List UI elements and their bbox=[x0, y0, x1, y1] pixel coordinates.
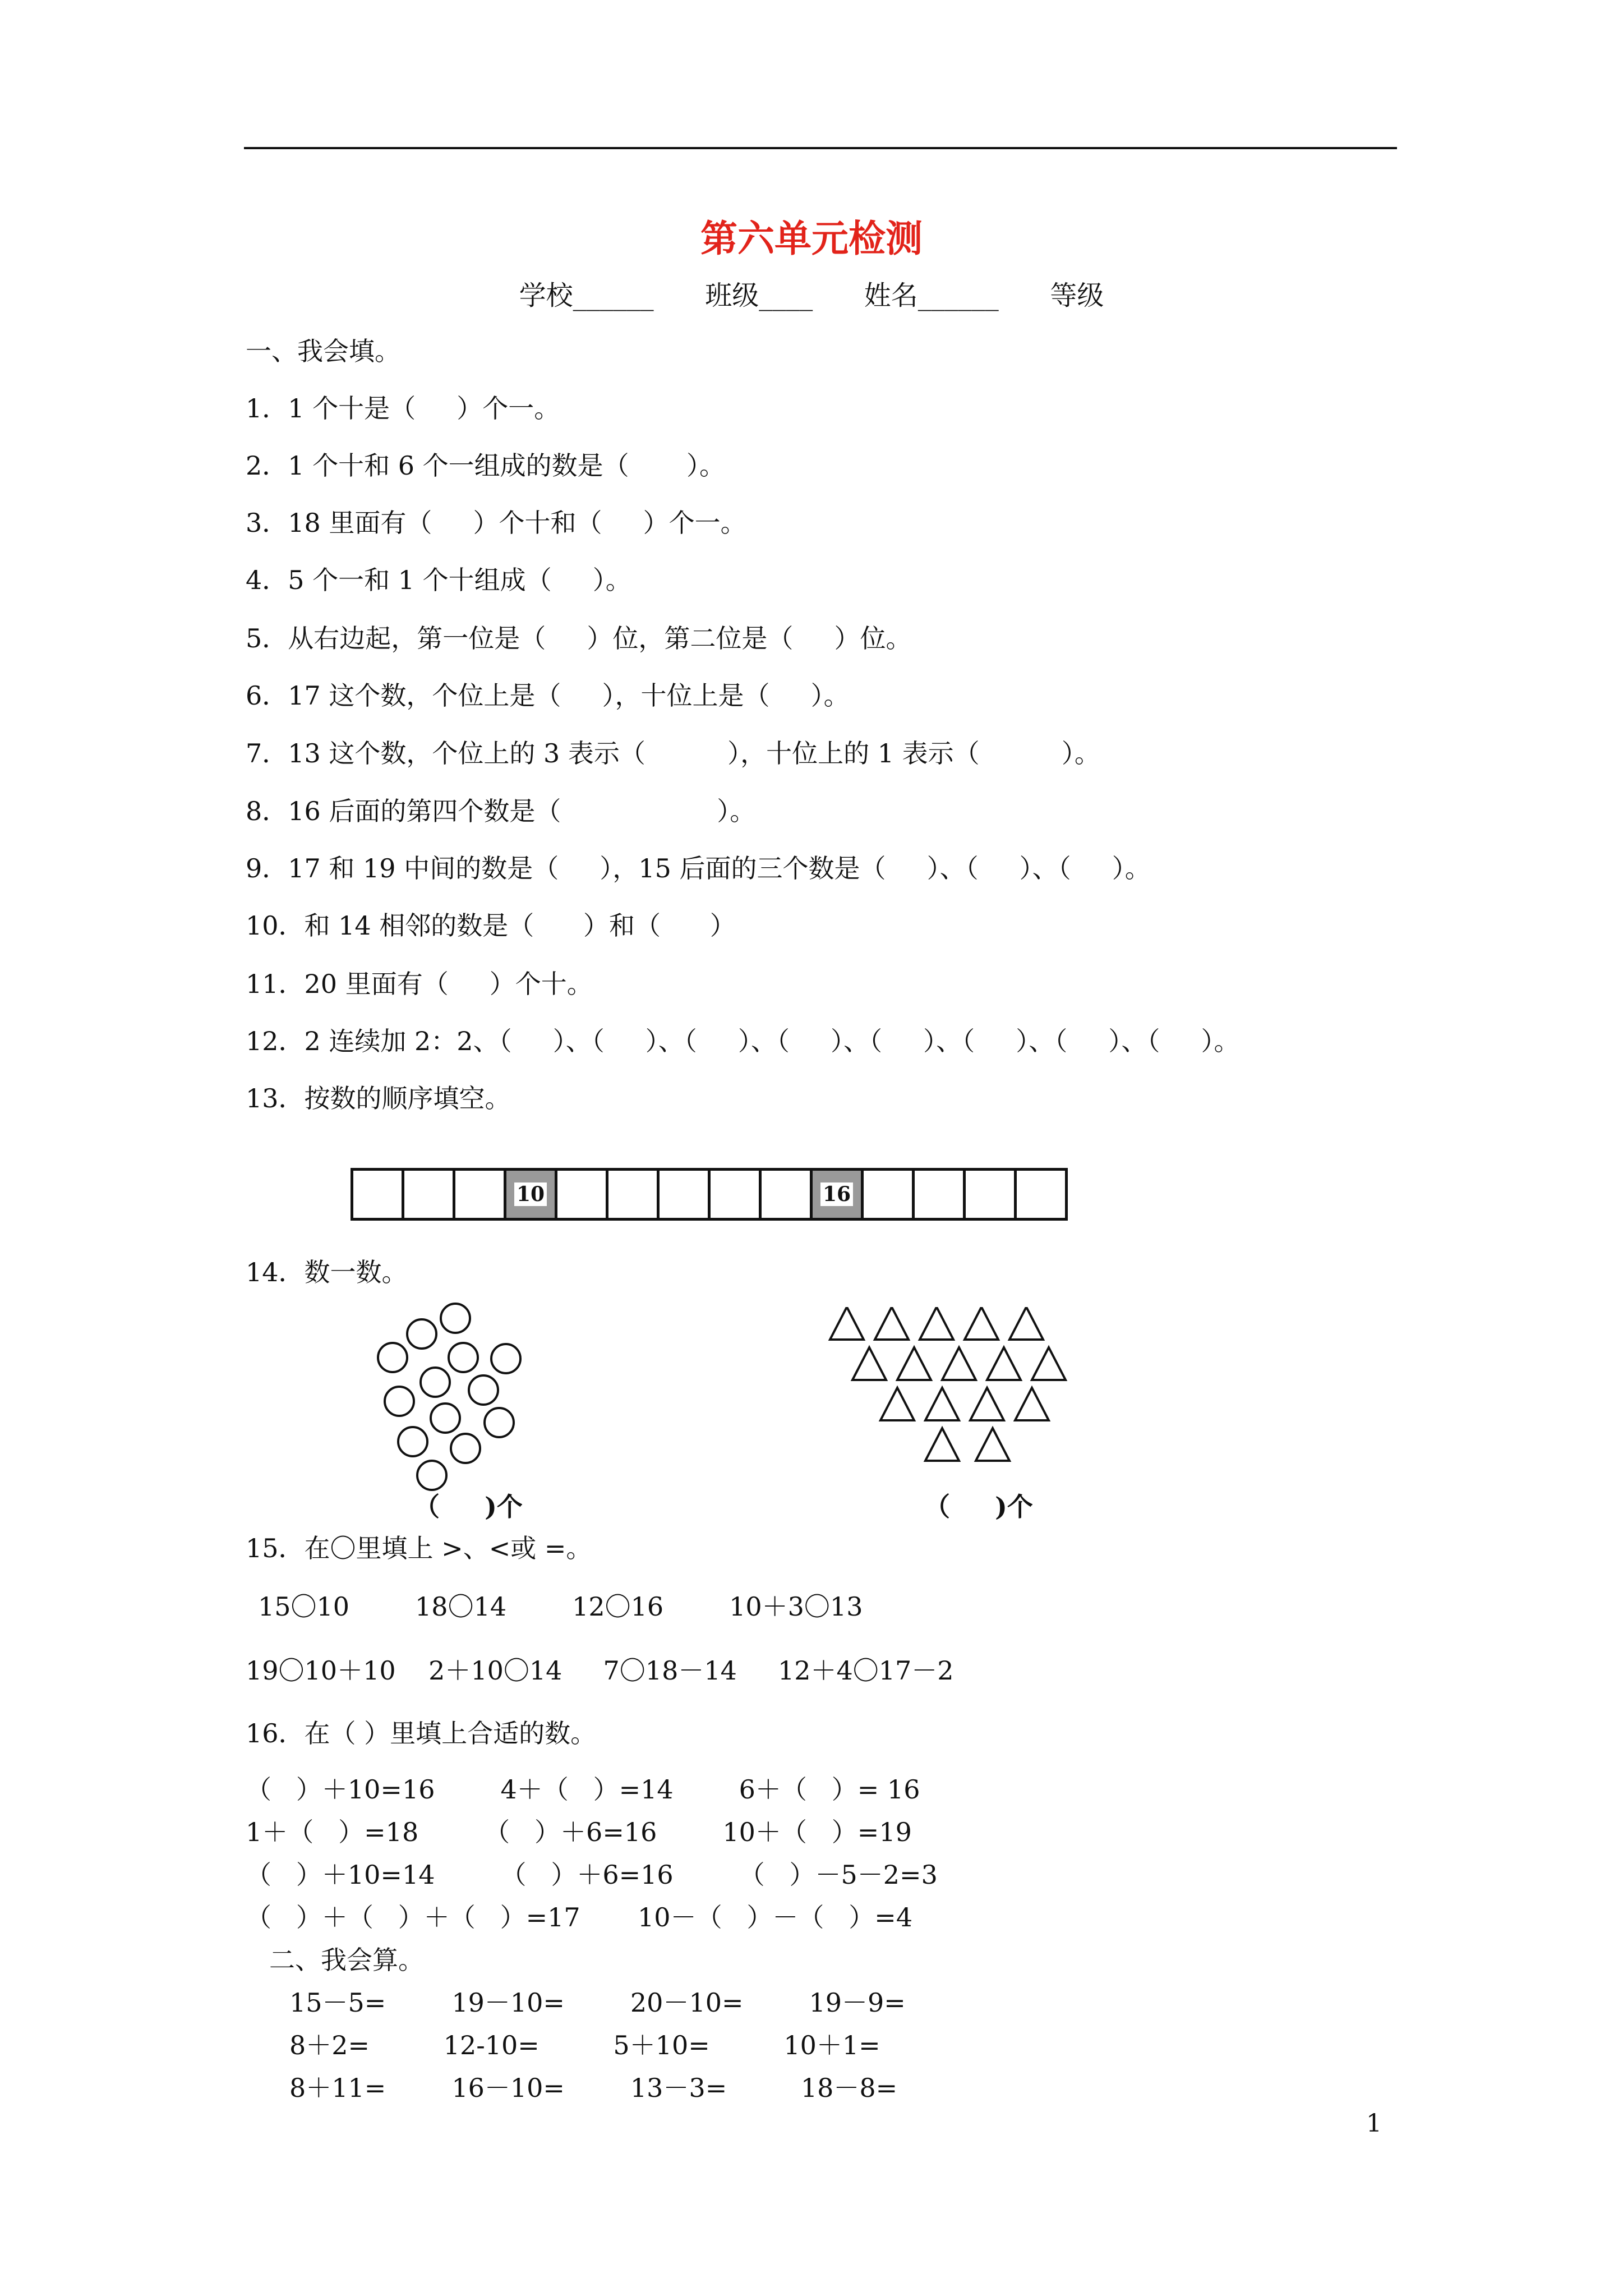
question-12: 12．2 连续加 2：2、（ ）、（ ）、（ ）、（ ）、（ ）、（ ）、（ ）、（ ）。 bbox=[246, 1026, 1240, 1056]
question-16: 16．在（ ）里填上合适的数。 bbox=[246, 1718, 597, 1749]
question-2: 2．1 个十和 6 个一组成的数是（ ）。 bbox=[246, 450, 726, 481]
section-title: 一、我会填。 bbox=[246, 336, 400, 366]
question-9: 9．17 和 19 中间的数是（ ），15 后面的三个数是（ ）、（ ）、（ ）。 bbox=[246, 853, 1151, 884]
number-sequence-grid bbox=[351, 1168, 1068, 1221]
grid-cell bbox=[608, 1171, 660, 1218]
page-title: 第六单元检测 bbox=[700, 217, 923, 260]
compare-row-2: 19〇10＋10 2＋10〇14 7〇18－14 12＋4〇17－2 bbox=[246, 1655, 954, 1686]
fill-row-3: （ ）＋10=14 （ ）＋6=16 （ ）－5－2=3 bbox=[246, 1860, 938, 1890]
question-15: 15．在〇里填上 >、<或 =。 bbox=[246, 1533, 592, 1563]
grid-cell bbox=[1017, 1171, 1065, 1218]
grid-cell-given: 16 bbox=[813, 1171, 864, 1218]
question-6: 6．17 这个数，个位上是（ ），十位上是（ ）。 bbox=[246, 680, 850, 711]
question-1: 1．1 个十是（ ）个一。 bbox=[246, 393, 560, 424]
question-7: 7．13 这个数，个位上的 3 表示（ ），十位上的 1 表示（ ）。 bbox=[246, 738, 1100, 769]
page-number: 1 bbox=[1366, 2109, 1382, 2138]
grid-cell bbox=[762, 1171, 813, 1218]
triangles-figure bbox=[824, 1307, 1082, 1475]
grid-cell bbox=[404, 1171, 455, 1218]
question-13: 13．按数的顺序填空。 bbox=[246, 1083, 511, 1114]
calc-row-1: 15－5= 19－10= 20－10= 19－9= bbox=[289, 1987, 906, 2018]
question-5: 5．从右边起，第一位是（ ）位，第二位是（ ）位。 bbox=[246, 623, 912, 654]
grid-cell bbox=[455, 1171, 506, 1218]
circles-answer: （ )个 bbox=[414, 1492, 523, 1522]
fill-row-1: （ ）＋10=16 4＋（ ）=14 6＋（ ）= 16 bbox=[246, 1774, 920, 1805]
question-3: 3．18 里面有（ ）个十和（ ）个一。 bbox=[246, 508, 746, 538]
triangles-answer: （ )个 bbox=[924, 1492, 1033, 1522]
grid-cell bbox=[864, 1171, 915, 1218]
calc-row-3: 8＋11= 16－10= 13－3= 18－8= bbox=[289, 2073, 898, 2103]
question-4: 4．5 个一和 1 个十组成（ ）。 bbox=[246, 565, 631, 595]
grid-cell-given: 10 bbox=[506, 1171, 557, 1218]
grid-cell bbox=[660, 1171, 711, 1218]
grid-cell bbox=[915, 1171, 966, 1218]
compare-row-1: 15〇10 18〇14 12〇16 10＋3〇13 bbox=[258, 1591, 863, 1622]
header-rule bbox=[244, 147, 1397, 149]
section-title: 二、我会算。 bbox=[269, 1945, 424, 1975]
grid-cell bbox=[353, 1171, 404, 1218]
grid-cell bbox=[711, 1171, 762, 1218]
calc-row-2: 8＋2= 12-10= 5＋10= 10＋1= bbox=[289, 2030, 880, 2060]
question-8: 8．16 后面的第四个数是（ ）。 bbox=[246, 796, 756, 826]
fill-row-4: （ ）＋（ ）＋（ ）=17 10－（ ）－（ ）=4 bbox=[246, 1902, 913, 1932]
question-11: 11．20 里面有（ ）个十。 bbox=[246, 969, 593, 999]
grid-cell bbox=[966, 1171, 1017, 1218]
fill-row-2: 1＋（ ）=18 （ ）＋6=16 10＋（ ）=19 bbox=[246, 1817, 912, 1847]
question-14: 14．数一数。 bbox=[246, 1257, 408, 1287]
grid-cell bbox=[557, 1171, 608, 1218]
circles-figure bbox=[359, 1301, 572, 1503]
question-10: 10．和 14 相邻的数是（ ）和（ ） bbox=[246, 910, 736, 941]
student-info-line: 学校______ 班级____ 姓名______ 等级 bbox=[519, 280, 1104, 311]
